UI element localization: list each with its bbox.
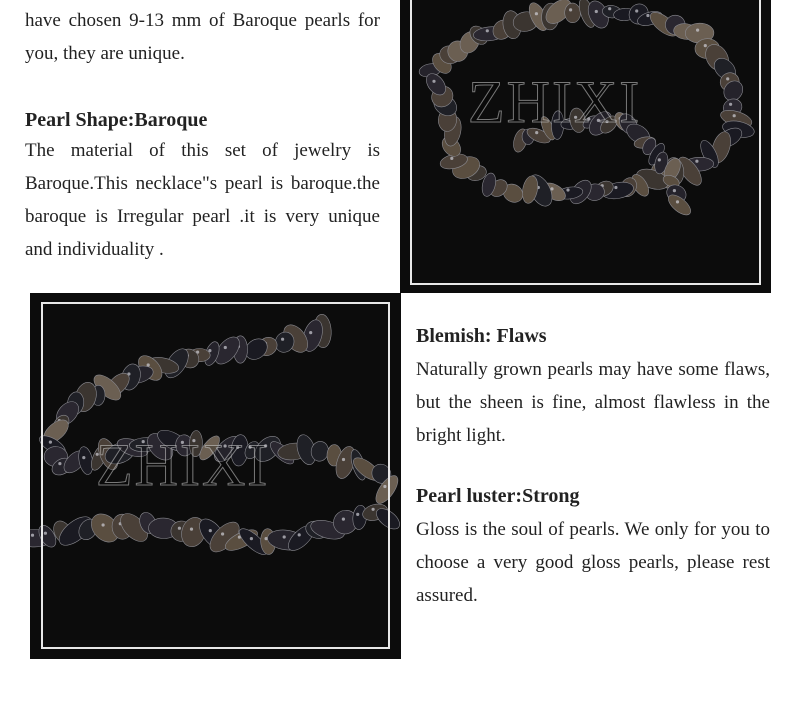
intro-paragraph: have chosen 9-13 mm of Baroque pearls for you, they are unique. xyxy=(25,10,380,64)
blemish-heading: Blemish: Flaws xyxy=(416,325,547,347)
luster-heading: Pearl luster:Strong xyxy=(416,485,580,507)
luster-section xyxy=(416,482,770,612)
luster-text: Gloss is the soul of pearls. We only for you to choose a very good gloss pearls, please rest assured. xyxy=(416,519,770,606)
pearl-highlight xyxy=(31,534,34,537)
photo-frame xyxy=(410,0,761,285)
pearl-necklace-photo-bottom xyxy=(30,293,401,659)
right-text-block xyxy=(416,322,770,612)
watermark-logo: ZHIXI xyxy=(96,432,270,498)
watermark-logo: ZHIXI xyxy=(468,69,642,135)
top-text-block xyxy=(25,0,380,266)
blemish-text: Naturally grown pearls may have some flaws, but the sheen is fine, almost flawless in the bright light. xyxy=(416,359,770,446)
pearl-shape-heading: Pearl Shape:Baroque xyxy=(25,109,208,131)
pearl-necklace-photo-top xyxy=(400,0,771,293)
pearl-shape-text: The material of this set of jewelry is Baroque.This necklace"s pearl is baroque.the baroque is Irregular pearl .it is very unique and individuality . xyxy=(25,140,380,260)
